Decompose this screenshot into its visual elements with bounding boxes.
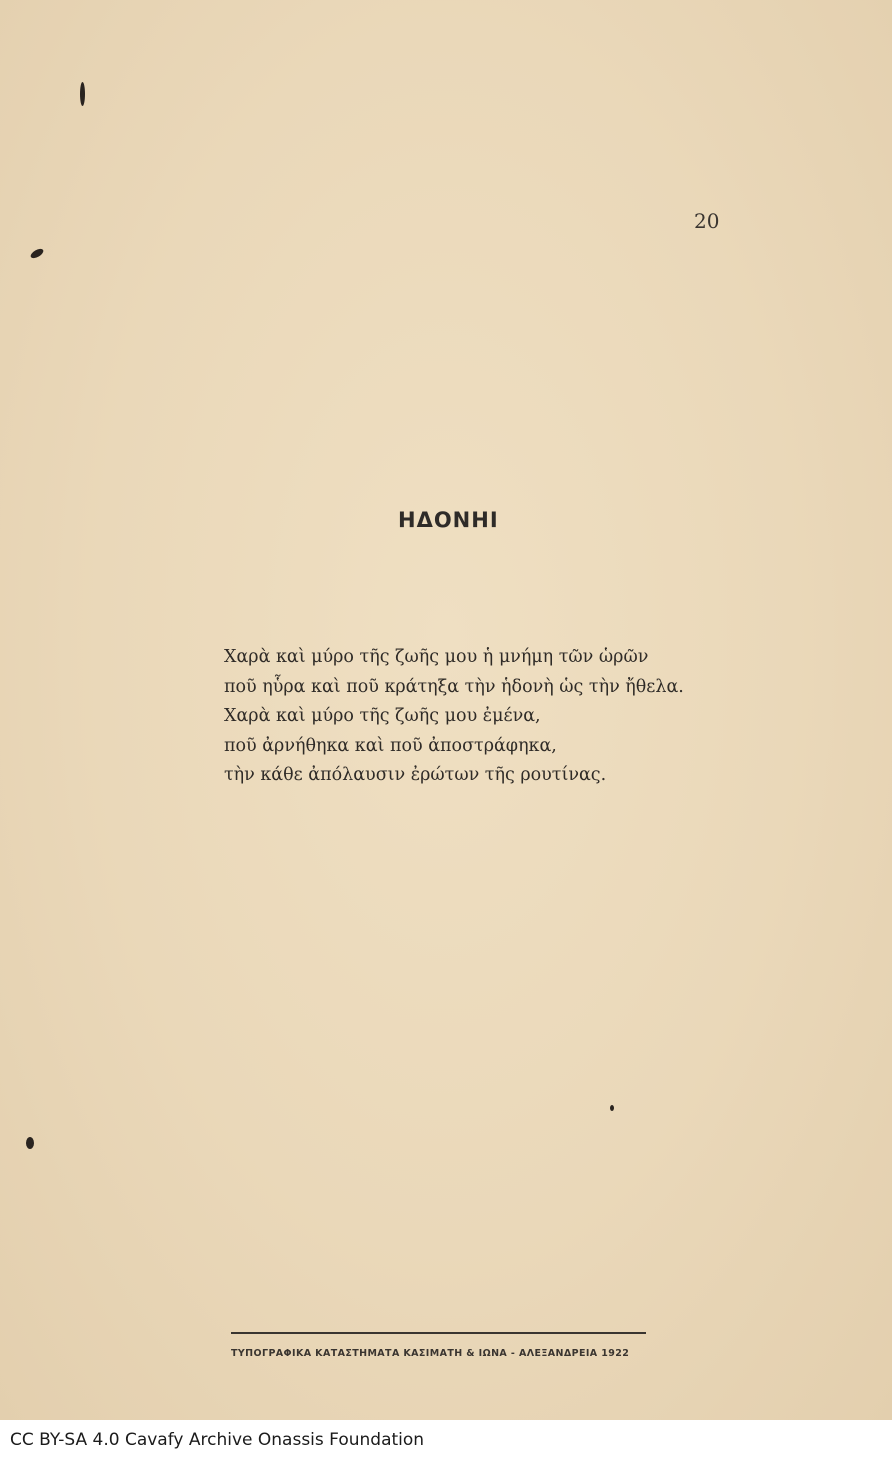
ink-speck [610, 1105, 614, 1111]
poem-line: ποῦ ηὗρα καὶ ποῦ κράτηξα τὴν ἡδονὴ ὡς τὴν ἤθελα. [224, 676, 684, 697]
footer-rule [231, 1332, 646, 1334]
poem-title: ΗΔΟΝΗΙ [398, 508, 499, 532]
poem-line: Χαρὰ καὶ μύρο τῆς ζωῆς μου ἐμένα, [224, 706, 541, 726]
ink-speck [26, 1137, 34, 1149]
ink-speck [29, 247, 45, 260]
ink-speck [80, 82, 85, 106]
poem-line: ποῦ ἀρνήθηκα καὶ ποῦ ἀποστράφηκα, [224, 735, 557, 756]
poem-body [224, 643, 684, 791]
poem-line: Χαρὰ καὶ μύρο τῆς ζωῆς μου ἡ μνήμη τῶν ὡρῶν [224, 647, 649, 667]
page-number: 20 [694, 209, 720, 233]
license-caption: CC BY-SA 4.0 Cavafy Archive Onassis Foundation [10, 1430, 425, 1450]
printer-imprint: ΤΥΠΟΓΡΑΦΙΚΑ ΚΑΤΑΣΤΗΜΑΤΑ ΚΑΣΙΜΑΤΗ & ΙΩΝΑ - ΑΛΕΞΑΝΔΡΕΙΑ 1922 [231, 1348, 630, 1359]
poem-line: τὴν κάθε ἀπόλαυσιν ἐρώτων τῆς ρουτίνας. [224, 765, 607, 785]
